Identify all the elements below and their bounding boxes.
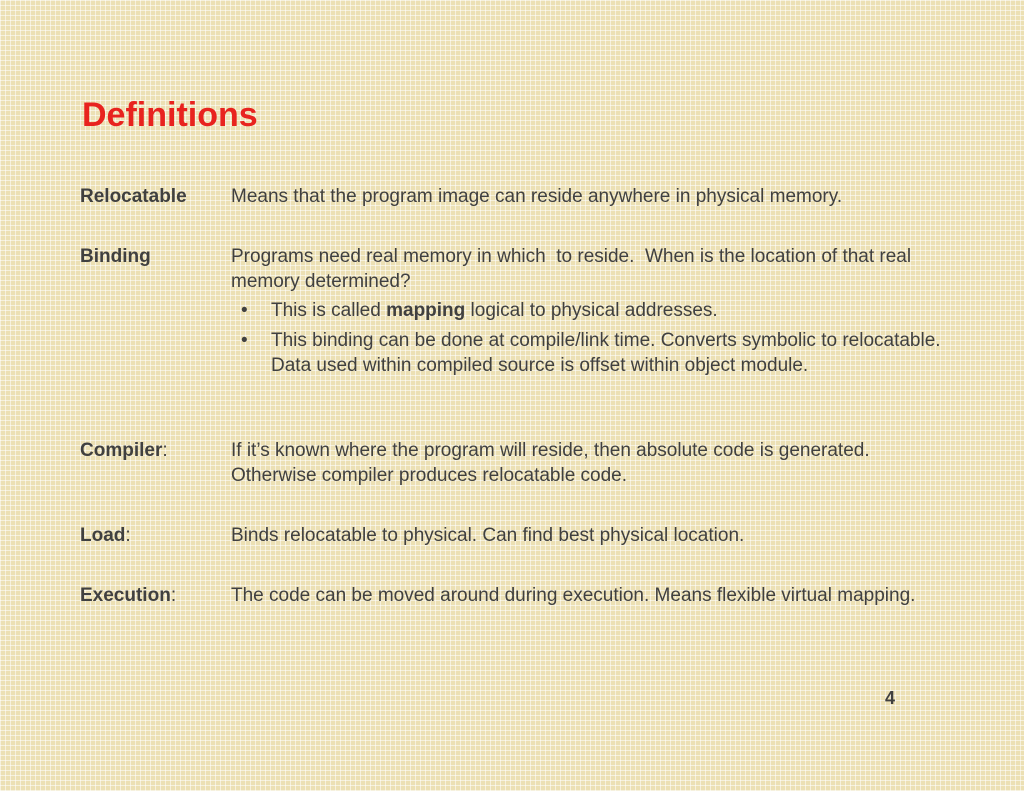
definition-text: Binds relocatable to physical. Can find best physical location. [231, 525, 745, 546]
list-item: • This is called mapping logical to physical addresses. [241, 300, 718, 321]
list-item: • This binding can be done at compile/link time. Converts symbolic to relocatable. Data used within compiled source is offset within object module. [241, 330, 941, 376]
term-label: Execution: [80, 585, 177, 606]
term-label: Compiler: [80, 440, 168, 461]
term-label: Binding [80, 246, 151, 267]
definition-text: Means that the program image can reside anywhere in physical memory. [231, 186, 843, 207]
page-number: 4 [885, 688, 896, 708]
bullet-list [231, 298, 951, 378]
term-label: Relocatable [80, 186, 187, 207]
slide-title: Definitions [82, 96, 258, 134]
bullet-icon: • [241, 300, 248, 321]
definition-text [231, 244, 951, 383]
definition-text: If it’s known where the program will reside, then absolute code is generated. Otherwise compiler produces relocatable code. [231, 440, 870, 486]
bullet-icon: • [241, 330, 248, 351]
definition-paragraph: Programs need real memory in which to reside. When is the location of that real memory determined? [231, 246, 917, 292]
definition-text: The code can be moved around during execution. Means flexible virtual mapping. [231, 585, 916, 606]
term-label: Load: [80, 525, 131, 546]
